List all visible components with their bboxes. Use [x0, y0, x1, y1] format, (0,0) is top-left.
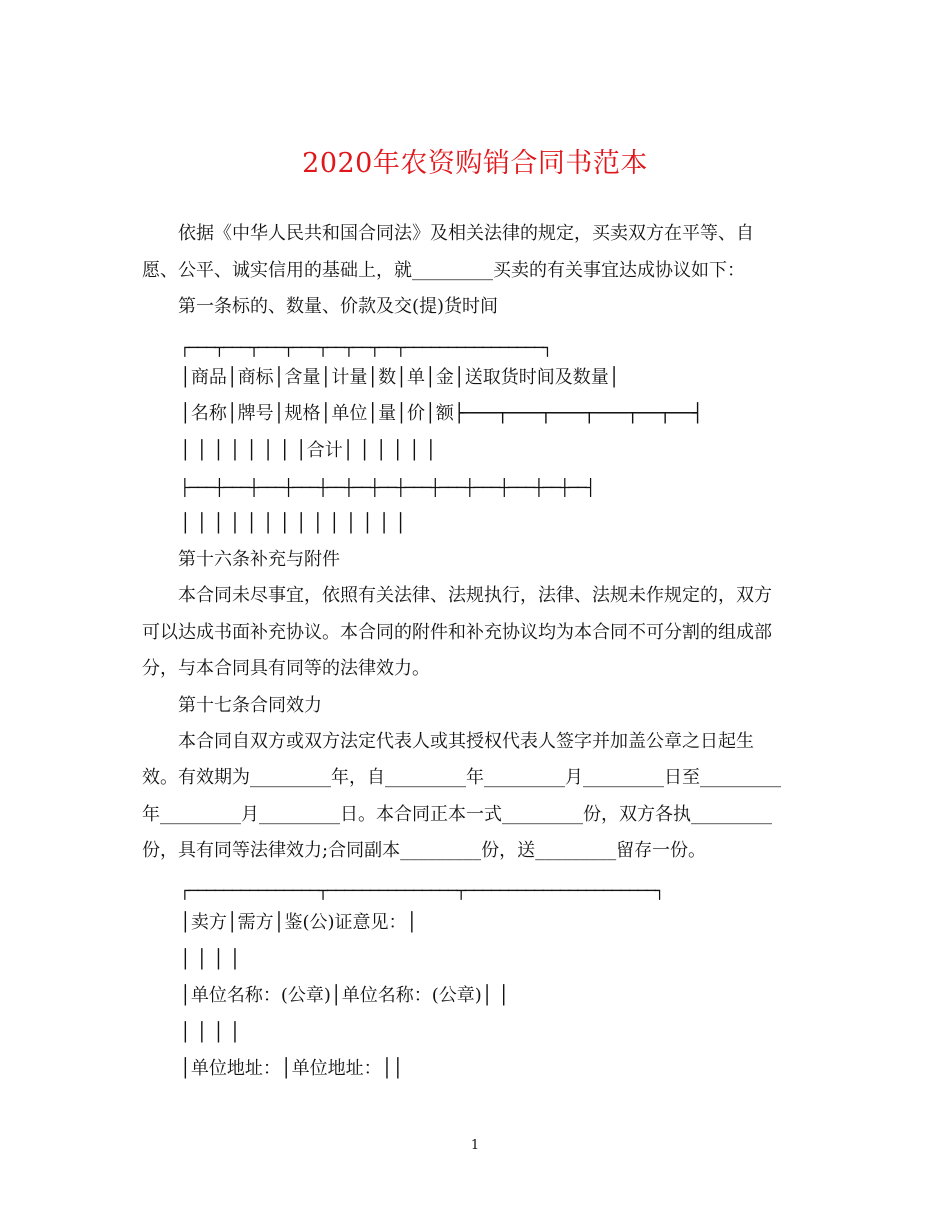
- table1-mid-border: ├───┼───┼───┼───┼──┼──┼──┼───┼───┼───┼───┼──┼──┤: [180, 478, 595, 497]
- intro-line-2: 愿、公平、诚实信用的基础上，就_________买卖的有关事宜达成协议如下：: [142, 260, 745, 281]
- article17-line-3: 年_________月_________日。本合同正本一式_________份，双方各执_________: [142, 804, 772, 825]
- article17-line-1: 本合同自双方或双方法定代表人或其授权代表人签字并加盖公章之日起生: [178, 731, 754, 752]
- table2-top-border: ┌───────────────┬───────────────┬──────────────────────┐: [180, 881, 664, 900]
- table1-header-row-2: │名称│牌号│规格│单位│量│价│额├───┬───┬───┬───┬──┬──┤: [180, 403, 704, 424]
- article16-line-1: 本合同未尽事宜，依照有关法律、法规执行，法律、法规未作规定的，双方: [178, 585, 772, 606]
- document-title: 2020年农资购销合同书范本: [302, 148, 648, 179]
- table2-unit-address-row: │单位地址：│单位地址：││: [180, 1058, 404, 1079]
- article17-line-2: 效。有效期为_________年，自_________年_________月_________日至_________: [142, 767, 781, 788]
- table1-header-row-1: │商品│商标│含量│计量│数│单│金│送取货时间及数量│: [180, 367, 620, 388]
- table1-empty-row: │ │ │ │ │ │ │ │ │ │ │ │ │ │: [180, 513, 407, 534]
- article17-heading: 第十七条合同效力: [178, 695, 322, 716]
- table2-empty-row-1: │ │ │ │: [180, 949, 241, 970]
- article1-heading: 第一条标的、数量、价款及交(提)货时间: [178, 296, 499, 317]
- intro-line-1: 依据《中华人民共和国合同法》及相关法律的规定，买卖双方在平等、自: [178, 223, 754, 244]
- article16-line-2: 可以达成书面补充协议。本合同的附件和补充协议均为本合同不可分割的组成部: [142, 622, 772, 643]
- article16-line-3: 分，与本合同具有同等的法律效力。: [142, 658, 430, 679]
- table1-total-row: │ │ │ │ │ │ │ │合计│ │ │ │ │ │: [180, 440, 437, 461]
- table1-top-border: ┌───┬───┬───┬───┬──┬──┬──┬────────────────┐: [180, 338, 552, 357]
- article17-line-4: 份，具有同等法律效力;合同副本_________份，送_________留存一份。: [142, 840, 707, 861]
- table2-header-row: │卖方│需方│鉴(公)证意见：│: [180, 912, 418, 933]
- table2-unit-name-row: │单位名称：(公章)│单位名称：(公章)│ │: [180, 985, 510, 1006]
- table2-empty-row-2: │ │ │ │: [180, 1022, 241, 1043]
- article16-heading: 第十六条补充与附件: [178, 549, 340, 570]
- page-number: 1: [470, 1138, 480, 1153]
